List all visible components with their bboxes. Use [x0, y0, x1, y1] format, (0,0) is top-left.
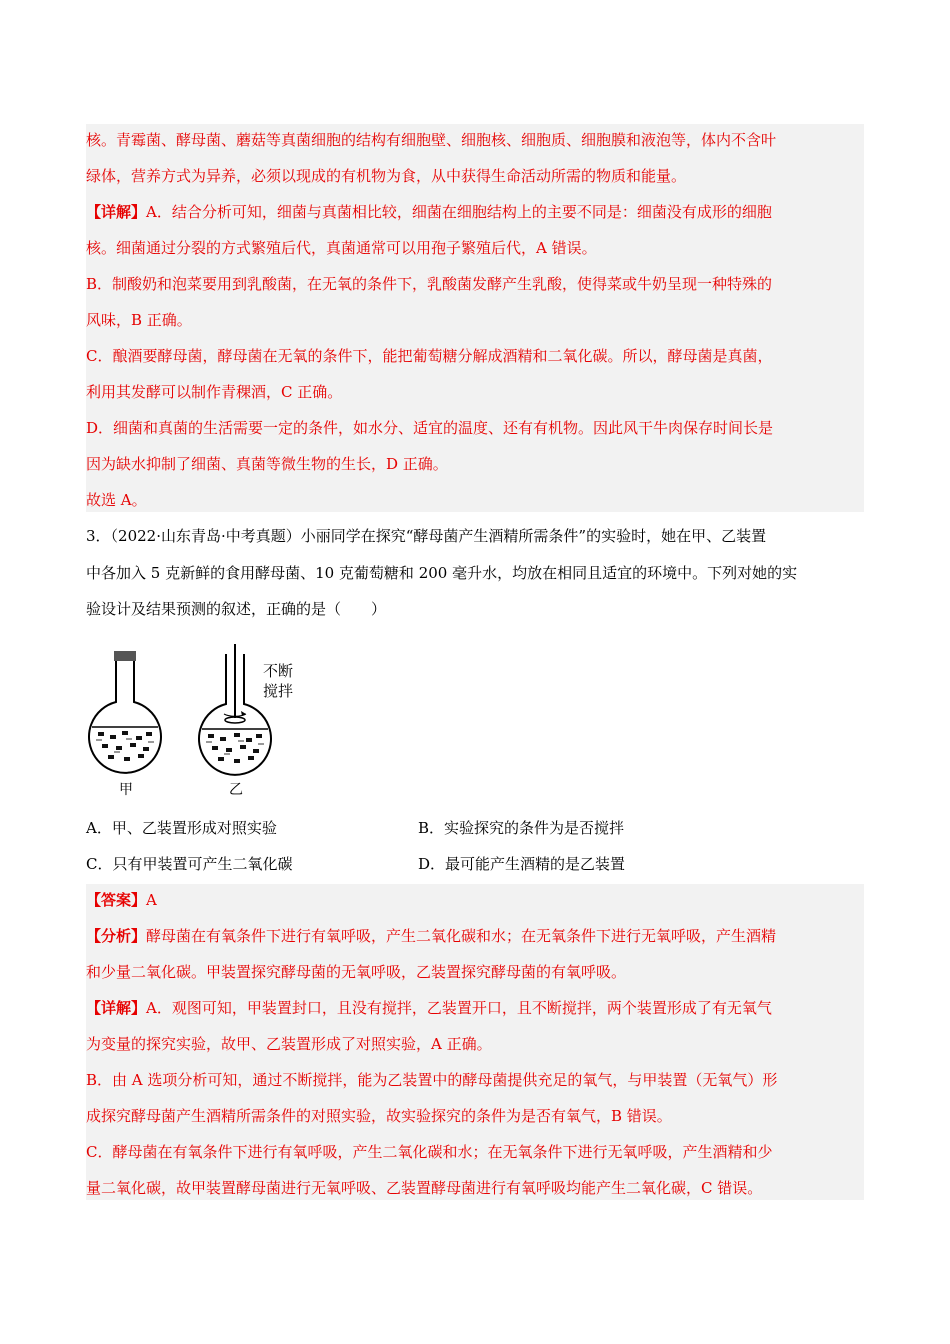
sol2-line-11: 故选 A。: [86, 491, 147, 509]
sol2-line-1: 核。青霉菌、酵母菌、蘑菇等真菌细胞的结构有细胞壁、细胞核、细胞质、细胞膜和液泡等，体内不含叶: [86, 131, 777, 149]
sol3-line-3-text: A．观图可知，甲装置封口，且没有搅拌，乙装置开口，且不断搅拌，两个装置形成了有无氧气: [146, 999, 772, 1017]
detail-tag-3: 【详解】: [86, 999, 147, 1017]
sol2-line-5: B．制酸奶和泡菜要用到乳酸菌，在无氧的条件下，乳酸菌发酵产生乳酸，使得菜或牛奶呈现一种特殊的: [86, 275, 773, 293]
option-b[interactable]: B．实验探究的条件为是否搅拌: [418, 819, 625, 837]
detail-tag: 【详解】: [86, 203, 147, 221]
q3-stem-line-2: 中各加入 5 克新鲜的食用酵母菌、10 克葡萄糖和 200 毫升水，均放在相同且适宜的环境中。下列对她的实: [86, 564, 798, 582]
sol2-line-4: 核。细菌通过分裂的方式繁殖后代，真菌通常可以用孢子繁殖后代，A 错误。: [86, 239, 597, 257]
flask-yi-label: 乙: [229, 782, 243, 798]
flask-jia-label: 甲: [119, 782, 133, 798]
q3-stem-line-3: 验设计及结果预测的叙述，正确的是（ ）: [86, 600, 387, 618]
sol3-line-5: B．由 A 选项分析可知，通过不断搅拌，能为乙装置中的酵母菌提供充足的氧气，与甲装置（无氧气）形: [86, 1071, 778, 1089]
flask-experiment-figure: [86, 636, 316, 806]
sol3-line-6: 成探究酵母菌产生酒精所需条件的对照实验，故实验探究的条件为是否有氧气，B 错误。: [86, 1107, 672, 1125]
sol2-line-8: 利用其发酵可以制作青稞酒，C 正确。: [86, 383, 343, 401]
sol3-answer-line: [86, 890, 157, 910]
sol3-line-8: 量二氧化碳，故甲装置酵母菌进行无氧呼吸、乙装置酵母菌进行有氧呼吸均能产生二氧化碳，C 错误。: [86, 1179, 763, 1197]
sol2-line-2: 绿体，营养方式为异养，必须以现成的有机物为食，从中获得生命活动所需的物质和能量。: [86, 167, 687, 185]
sol3-line-2: 和少量二氧化碳。甲装置探究酵母菌的无氧呼吸，乙装置探究酵母菌的有氧呼吸。: [86, 963, 627, 981]
sol2-line-3-text: A．结合分析可知，细菌与真菌相比较，细菌在细胞结构上的主要不同是：细菌没有成形的细胞: [146, 203, 772, 221]
stir-label-line-1: 不断: [263, 662, 294, 680]
sol2-line-10: 因为缺水抑制了细菌、真菌等微生物的生长，D 正确。: [86, 455, 448, 473]
sol2-line-7: C．酿酒要酵母菌，酵母菌在无氧的条件下，能把葡萄糖分解成酒精和二氧化碳。所以，酵母菌是真菌，: [86, 347, 773, 365]
answer-tag: 【答案】: [86, 891, 147, 909]
sol3-line-7: C．酵母菌在有氧条件下进行有氧呼吸，产生二氧化碳和水；在无氧条件下进行无氧呼吸，产生酒精和少: [86, 1143, 773, 1161]
option-c[interactable]: C．只有甲装置可产生二氧化碳: [86, 855, 293, 873]
q3-stem-line-1: 3．（2022·山东青岛·中考真题）小丽同学在探究“酵母菌产生酒精所需条件”的实验时，她在甲、乙装置: [86, 527, 767, 545]
option-a[interactable]: A．甲、乙装置形成对照实验: [86, 819, 277, 837]
sol2-line-9: D．细菌和真菌的生活需要一定的条件，如水分、适宜的温度、还有有机物。因此风干牛肉保存时间长是: [86, 419, 774, 437]
stir-label-line-2: 搅拌: [263, 682, 294, 700]
flask-jia-stopper: [114, 651, 136, 661]
flask-jia: [89, 651, 161, 798]
flask-yi: [199, 644, 293, 798]
sol2-line-6: 风味，B 正确。: [86, 311, 192, 329]
answer-value: A: [146, 891, 157, 909]
sol3-line-4: 为变量的探究实验，故甲、乙装置形成了对照实验，A 正确。: [86, 1035, 492, 1053]
sol2-detail-line-3: [86, 202, 772, 222]
sol3-analysis-line-1: [86, 926, 776, 946]
analysis-tag: 【分析】: [86, 927, 147, 945]
option-d[interactable]: D．最可能产生酒精的是乙装置: [418, 855, 626, 873]
sol3-detail-line-3: [86, 998, 772, 1018]
sol3-line-1-text: 酵母菌在有氧条件下进行有氧呼吸，产生二氧化碳和水；在无氧条件下进行无氧呼吸，产生酒精: [146, 927, 777, 945]
